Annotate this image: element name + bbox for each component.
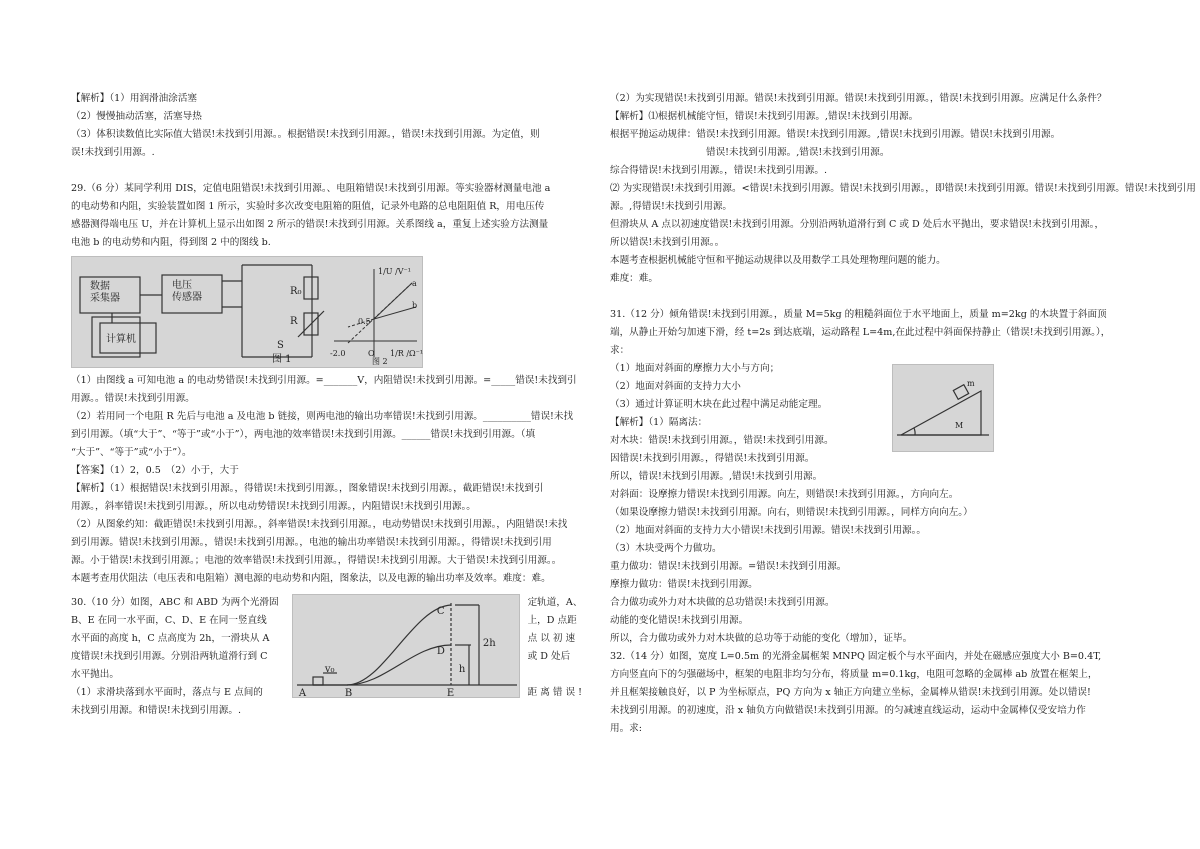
question-31-text: 求： [610,345,630,356]
question-31-line: 对斜面：设摩擦力错误!未找到引用源。向左，则错误!未找到引用源。，方向向左。 [610,489,959,500]
point-e-label: E [446,688,455,699]
analysis-line: 误!未找到引用源。. [71,147,155,158]
question-30-text-right [528,594,583,702]
question-32-text: 方向竖直向下的匀强磁场中，框架的电阻非均匀分布，将质量 m=0.1kg，电阻可忽略的金属棒 ab 放置在框架上， [610,669,1098,680]
question-31-line: 重力做功：错误!未找到引用源。=错误!未找到引用源。 [610,561,847,572]
question-31-line: （3）木块受两个力做功。 [610,543,722,554]
question-32-text: 用。求: [610,723,643,734]
left-column [71,90,583,720]
question-29-part: （2）若用同一个电阻 R 先后与电池 a 及电池 b 链接，则两电池的输出功率错误!未找到引用源。__________错误!未找 [71,411,574,422]
point-d-label: D [436,646,445,657]
question-31-line: 合力做功或外力对木块做的总功错误!未找到引用源。 [610,597,835,608]
analysis-line: 【解析】⑴根据机械能守恒，错误!未找到引用源。,错误!未找到引用源。 [610,111,919,122]
graph-y-tick: 0.5 [358,317,371,326]
question-30-line: （1）求滑块落到水平面时，落点与 E 点间的 [71,687,263,698]
question-31-line: （2）地面对斜面的支持力大小错误!未找到引用源。错误!未找到引用源。。 [610,525,927,536]
question-30-line: 水平面的高度 h，C 点高度为 2h，一滑块从 A [71,633,270,644]
question-31-line: （如果设摩擦力错误!未找到引用源。向右，则错误!未找到引用源。，同样方向向左。） [610,507,973,518]
point-c-label: C [436,606,445,617]
answer-line: 【答案】（1）2，0.5 （2）小于，大于 [71,465,239,476]
question-30-line: B、E 在同一水平面，C、D、E 在同一竖直线 [71,615,267,626]
question-31-line: （3）通过计算证明木块在此过程中满足动能定理。 [610,399,828,410]
question-30-line: 未找到引用源。和错误!未找到引用源。. [71,705,241,716]
question-29-part: “大于”、“等于”或“小于”）。 [71,447,192,458]
difficulty-line: 难度：难。 [610,273,658,284]
analysis-line: 本题考查用伏阻法（电压表和电阻箱）测电源的电动势和内阻，图象法，以及电源的输出功率及效率。难度：难。 [71,573,551,584]
analysis-line: 所以错误!未找到引用源。。 [610,237,725,248]
right-column [610,90,1196,738]
question-32-text: 并且框架接触良好，以 P 为坐标原点，PQ 方向为 x 轴正方向建立坐标，金属棒从错误!未找到引用源。处以错误! [610,687,1091,698]
point-b-label: B [344,688,353,699]
r0-label: R₀ [290,286,302,297]
s-label: S [277,340,284,351]
computer-label: 计算机 [106,334,136,345]
incline-mass-label: M [955,421,964,430]
daq-label: 数据 采集器 [90,281,120,304]
question-31-line: 【解析】（1）隔离法： [610,417,708,428]
incline-drawing [893,365,993,451]
question-31-line: 动能的变化错误!未找到引用源。 [610,615,749,626]
question-32-text: 未找到引用源。的初速度，沿 x 轴负方向做错误!未找到引用源。的匀减速直线运动，运动中金属棒仅受安培力作 [610,705,1086,716]
question-30-line: 或 D 处后 [527,651,571,662]
question-31-line: 所以，合力做功或外力对木块做的总功等于动能的变化（增加），证毕。 [610,633,913,644]
track-figure [292,594,520,698]
analysis-line: ⑵ 为实现错误!未找到引用源。<错误!未找到引用源。错误!未找到引用源。，即错误!未找到引用源。错误!未找到引用源。错误!未找到引用 [610,183,1196,194]
question-29-text: 29.（6 分）某同学利用 DIS，定值电阻错误!未找到引用源。、电阻箱错误!未找到引用源。等实验器材测量电池 a [71,183,551,194]
question-31-line: （1）地面对斜面的摩擦力大小与方向； [610,363,780,374]
question-30-line: 上，D 点距 [527,615,577,626]
question-30-text-left [71,594,284,702]
question-30-line: 定轨道，A、 [527,597,583,608]
question-29-part: （1）由图线 a 可知电池 a 的电动势错误!未找到引用源。=_______V，内阻错误!未找到引用源。=_____错误!未找到引 [71,375,577,386]
question-31-body [610,360,1130,468]
question-32-text: 32.（14 分）如图，宽度 L=0.5m 的光滑金属框架 MNPQ 固定板个与水平面内，并处在磁感应强度大小 B=0.4T, [610,651,1102,662]
question-31-text-block [610,360,890,468]
analysis-line: 【解析】（1）根据错误!未找到引用源。，得错误!未找到引用源。，图象错误!未找到引用源。，截距错误!未找到引 [71,483,544,494]
figure-2-caption: 图 2 [372,357,388,366]
graph-x-axis-label: 1/R /Ω⁻¹ [390,349,424,358]
analysis-line: （3）体积读数值比实际值大错误!未找到引用源。。根据错误!未找到引用源。，错误!未找到引用源。为定值，则 [71,129,540,140]
height-2h-label: 2h [482,638,496,649]
analysis-line: （2）从图象约知：截距错误!未找到引用源。，斜率错误!未找到引用源。，电动势错误!未找到引用源。，内阻错误!未找 [71,519,568,530]
question-31-text: 31.（12 分）倾角错误!未找到引用源。，质量 M=5kg 的粗糙斜面位于水平地面上，质量 m=2kg 的木块置于斜面顶 [610,309,1107,320]
question-31-text: 端，从静止开始匀加速下滑，经 t=2s 到达底端，运动路程 L=4m,在此过程中斜面保持静止（错误!未找到引用源。）， [610,327,1111,338]
sensor-label: 电压 传感器 [172,280,202,303]
block-mass-label: m [967,379,975,388]
question-31-line: （2）地面对斜面的支持力大小 [610,381,741,392]
question-30 [71,594,583,702]
analysis-line: 本题考查根据机械能守恒和平抛运动规律以及用数学工具处理物理问题的能力。 [610,255,946,266]
line-a-label: a [412,279,417,288]
analysis-line: 源。,得错误!未找到引用源。 [610,201,733,212]
question-30-line: 水平抛出。 [71,669,119,680]
question-30-part: （2）为实现错误!未找到引用源。错误!未找到引用源。错误!未找到引用源。，错误!未找到引用源。应满足什么条件？ [610,93,1107,104]
question-31-line: 因错误!未找到引用源。，得错误!未找到引用源。 [610,453,815,464]
analysis-line: 综合得错误!未找到引用源。，错误!未找到引用源。. [610,165,828,176]
analysis-line: 【解析】（1）用润滑油涂活塞 [71,93,198,104]
question-29-part: 到引用源。（填“大于”、“等于”或“小于”），两电池的效率错误!未找到引用源。______错误!未找到引用源。（填 [71,429,536,440]
analysis-line: 根据平抛运动规律：错误!未找到引用源。错误!未找到引用源。,错误!未找到引用源。错误!未找到引用源。 [610,129,1061,140]
question-29-text: 电池 b 的电动势和内阻，得到图 2 中的图线 b. [71,237,271,248]
height-h-label: h [458,664,466,675]
question-30-line: 距 离 错 误 ! [527,687,582,698]
r-label: R [290,316,298,327]
question-29-text: 的电动势和内阻，实验装置如图 1 所示，实验时多次改变电阻箱的阻值，记录外电路的总电阻阻值 R，用电压传 [71,201,545,212]
point-a-label: A [298,688,307,699]
graph-origin: O [368,349,375,358]
graph-y-axis-label: 1/U /V⁻¹ [378,267,411,276]
question-31-line: 摩擦力做功：错误!未找到引用源。 [610,579,758,590]
incline-figure [892,364,994,452]
figure-1-caption: 图 1 [272,354,292,365]
graph-x-tick: -2.0 [330,349,346,358]
question-30-line: 度错误!未找到引用源。分别沿两轨道滑行到 C [71,651,268,662]
v0-label: v₀ [324,664,335,675]
analysis-line: （2）慢慢抽动活塞，活塞导热 [71,111,202,122]
analysis-line: 用源。，斜率错误!未找到引用源。，所以电动势错误!未找到引用源。，内阻错误!未找到引用源。。 [71,501,476,512]
analysis-line: 源。小于错误!未找到引用源。；电池的效率错误!未找到引用源。，得错误!未找到引用源。大于错误!未找到引用源。。 [71,555,562,566]
analysis-line: 错误!未找到引用源。,错误!未找到引用源。 [706,147,890,158]
analysis-line: 但滑块从 A 点以初速度错误!未找到引用源。分别沿两轨道滑行到 C 或 D 处后水平抛出，要求错误!未找到引用源。， [610,219,1105,230]
question-30-line: 30.（10 分）如图，ABC 和 ABD 为两个光滑固 [71,597,279,608]
question-31-line: 所以，错误!未找到引用源。,错误!未找到引用源。 [610,471,823,482]
circuit-and-graph-figure [71,256,423,368]
question-29-text: 感器测得端电压 U，并在计算机上显示出如图 2 所示的错误!未找到引用源。关系图线 a，重复上述实验方法测量 [71,219,549,230]
question-30-line: 点 以 初 速 [527,633,576,644]
question-31-line: 对木块：错误!未找到引用源。，错误!未找到引用源。 [610,435,834,446]
line-b-label: b [412,301,418,310]
analysis-line: 到引用源。错误!未找到引用源。，错误!未找到引用源。，电池的输出功率错误!未找到引用源。，得错误!未找到引用 [71,537,552,548]
question-29-part: 用源。。错误!未找到引用源。 [71,393,195,404]
